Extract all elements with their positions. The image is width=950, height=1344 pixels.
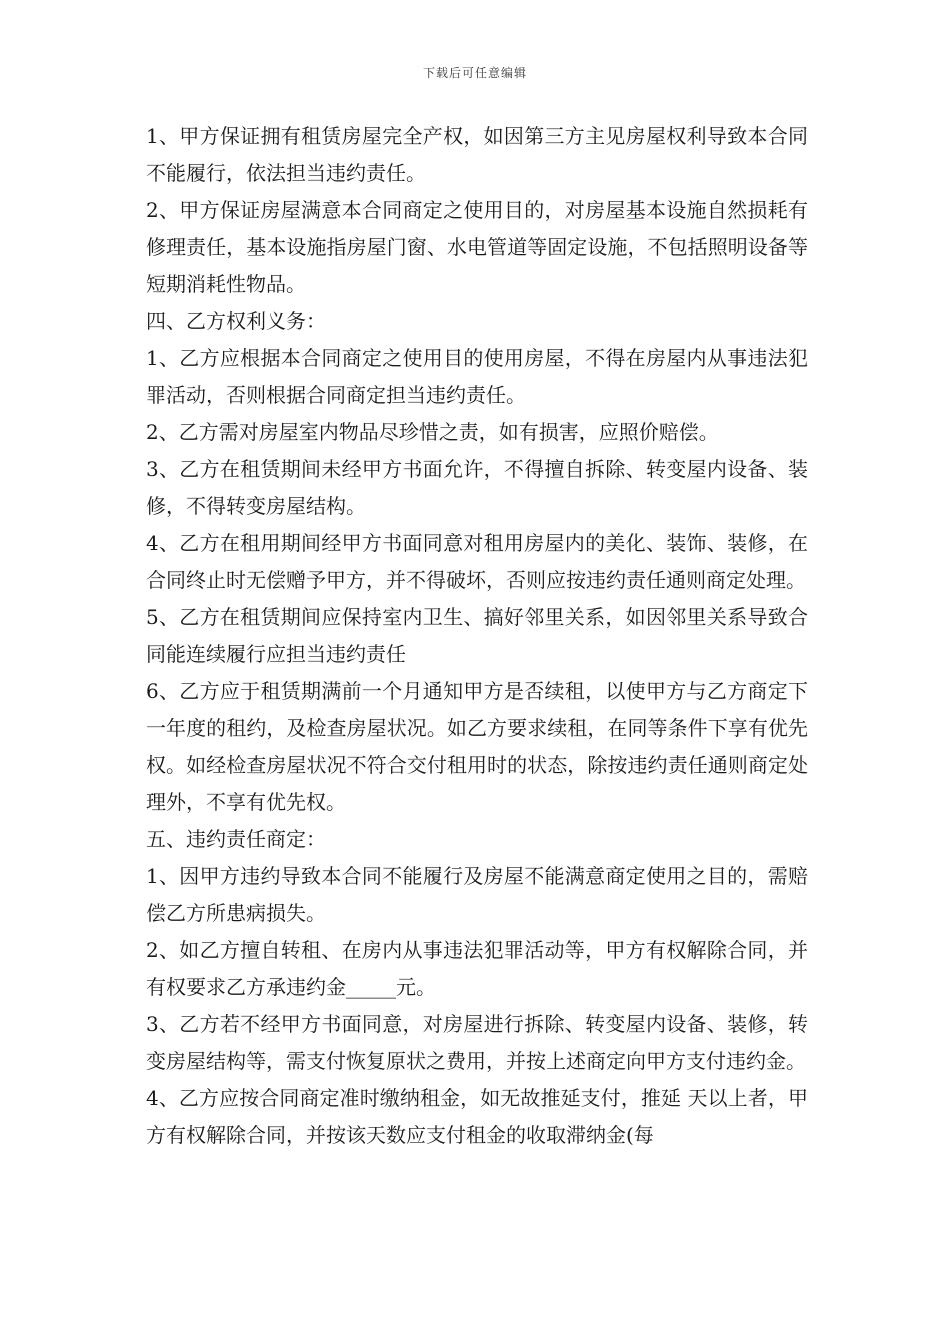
- clause-paragraph: 3、乙方在租赁期间未经甲方书面允许，不得擅自拆除、转变屋内设备、装修，不得转变房屋结构。: [146, 457, 808, 518]
- document-body: [146, 118, 808, 1154]
- clause-paragraph: 4、乙方应按合同商定准时缴纳租金，如无故推延支付，推延 天以上者，甲方有权解除合同，并按该天数应支付租金的收取滞纳金(每: [146, 1086, 808, 1147]
- clause-paragraph: 5、乙方在租赁期间应保持室内卫生、搞好邻里关系，如因邻里关系导致合同能连续履行应担当违约责任: [146, 605, 808, 666]
- clause-paragraph: 3、乙方若不经甲方书面同意，对房屋进行拆除、转变屋内设备、装修，转变房屋结构等，需支付恢复原状之费用，并按上述商定向甲方支付违约金。: [146, 1012, 808, 1073]
- clause-paragraph: 4、乙方在租用期间经甲方书面同意对租用房屋内的美化、装饰、装修，在合同终止时无偿赠予甲方，并不得破坏，否则应按违约责任通则商定处理。: [146, 531, 808, 592]
- clause-paragraph: 2、如乙方擅自转租、在房内从事违法犯罪活动等，甲方有权解除合同，并有权要求乙方承违约金_____元。: [146, 938, 808, 999]
- clause-paragraph: 1、乙方应根据本合同商定之使用目的使用房屋，不得在房屋内从事违法犯罪活动，否则根据合同商定担当违约责任。: [146, 346, 808, 407]
- header-note: 下载后可任意编辑: [422, 66, 527, 80]
- clause-paragraph: 2、乙方需对房屋室内物品尽珍惜之责，如有损害，应照价赔偿。: [146, 420, 719, 444]
- section-heading: 五、违约责任商定：: [146, 827, 326, 851]
- clause-paragraph: 6、乙方应于租赁期满前一个月通知甲方是否续租，以使甲方与乙方商定下一年度的租约，及检查房屋状况。如乙方要求续租，在同等条件下享有优先权。如经检查房屋状况不符合交付租用时的状态，除按违约责任通则商定处理外，不享有优先权。: [146, 679, 808, 814]
- clause-paragraph: 1、因甲方违约导致本合同不能履行及房屋不能满意商定使用之目的，需赔偿乙方所患病损失。: [146, 864, 808, 925]
- clause-paragraph: 1、甲方保证拥有租赁房屋完全产权，如因第三方主见房屋权利导致本合同不能履行，依法担当违约责任。: [146, 124, 808, 185]
- clause-paragraph: 2、甲方保证房屋满意本合同商定之使用目的，对房屋基本设施自然损耗有修理责任，基本设施指房屋门窗、水电管道等固定设施，不包括照明设备等短期消耗性物品。: [146, 198, 808, 296]
- section-heading: 四、乙方权利义务：: [146, 309, 326, 333]
